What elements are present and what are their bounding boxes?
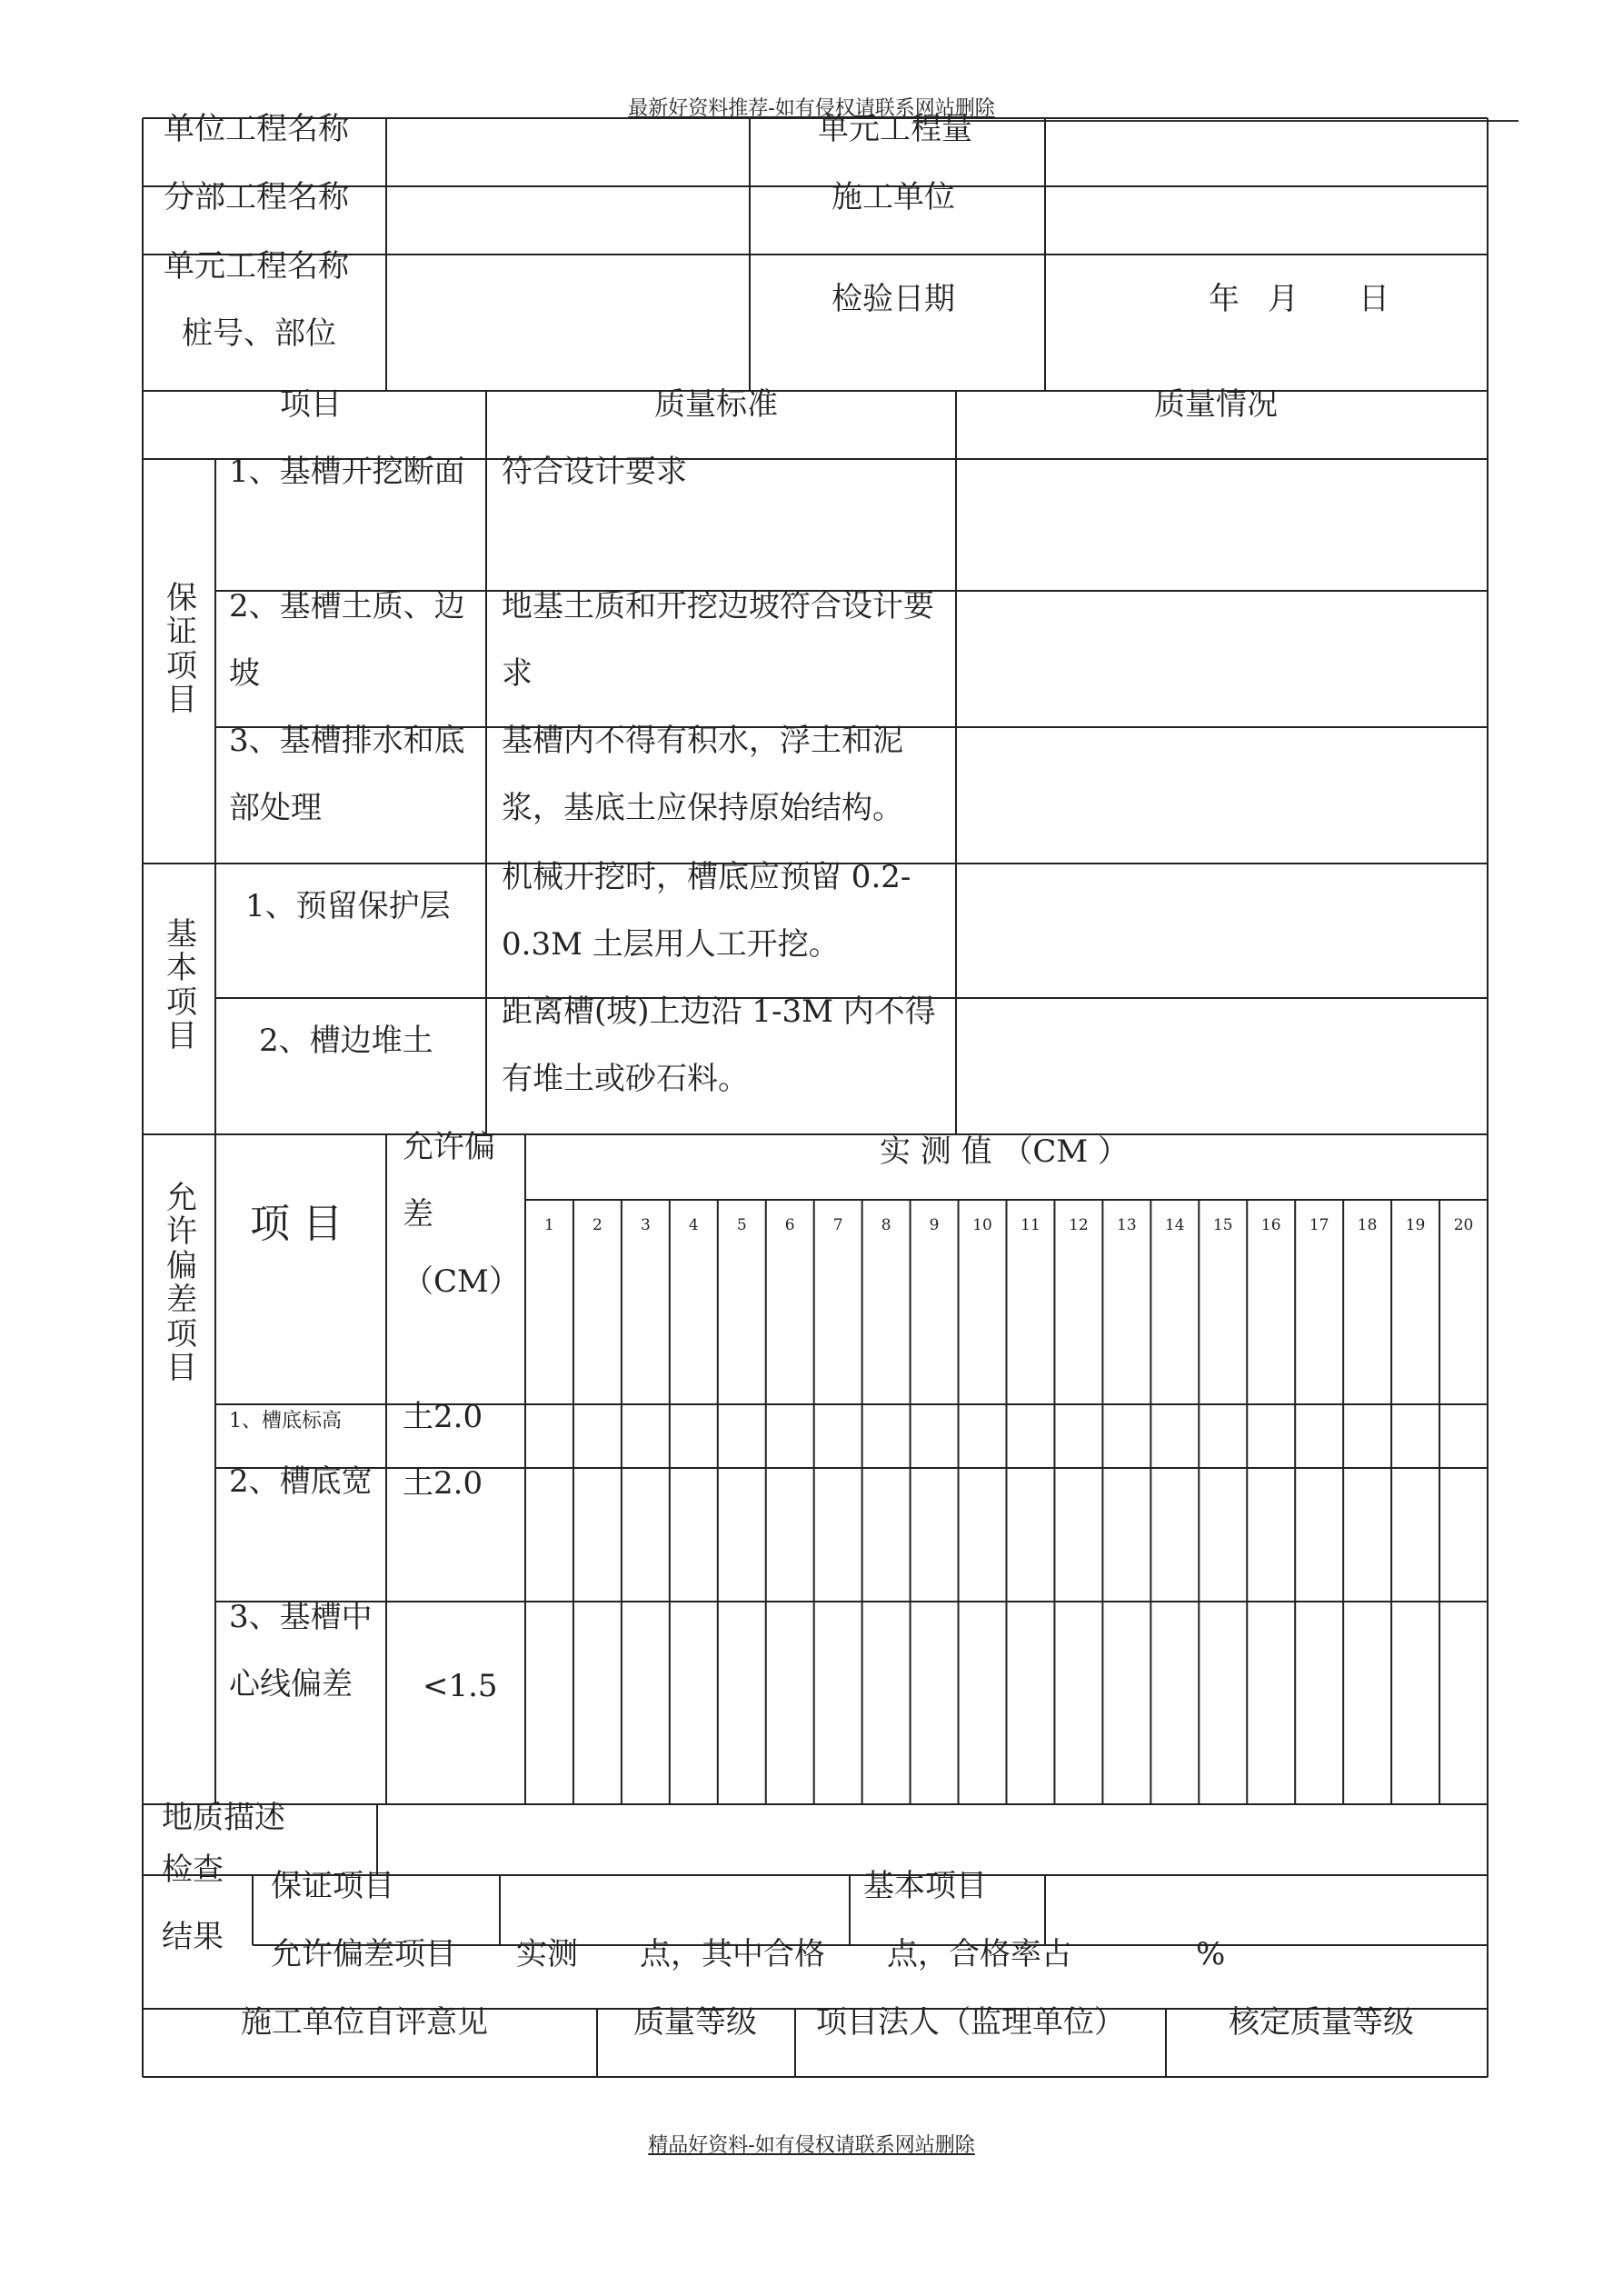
deviation-row-3-name: 3、基槽中心线偏差 — [229, 1599, 373, 1702]
pile-position-label: 桩号、部位 — [182, 315, 336, 352]
date-month: 月 — [1268, 281, 1299, 317]
deviation-measured-header: 实 测 值 （CM ） — [880, 1133, 1130, 1170]
footer-note: 精品好资料-如有侵权请联系网站删除 — [648, 2134, 975, 2157]
geology-label: 地质描述 — [162, 1800, 285, 1836]
date-day: 日 — [1359, 281, 1389, 317]
measurement-point-2: 2 — [592, 1216, 602, 1234]
measurement-point-16: 16 — [1260, 1216, 1281, 1234]
result-guarantee-label: 保证项目 — [271, 1868, 394, 1904]
construction-unit-label: 施工单位 — [831, 179, 955, 215]
basic-item-1-name: 1、预留保护层 — [245, 888, 451, 924]
guarantee-item-1-name: 1、基槽开挖断面 — [229, 454, 465, 490]
legal-label: 项目法人（监理单位） — [816, 2004, 1125, 2041]
measurement-point-17: 17 — [1309, 1216, 1329, 1234]
col-item: 项目 — [280, 386, 342, 423]
measurement-point-15: 15 — [1212, 1216, 1233, 1234]
basic-item-2-standard: 距离槽(坡)上边沿 1-3M 内不得有堆土或砂石料。 — [502, 993, 936, 1097]
measurement-point-14: 14 — [1164, 1216, 1185, 1234]
measurement-point-18: 18 — [1357, 1216, 1378, 1234]
guarantee-group-label: 保证项目 — [166, 580, 197, 719]
division-name-label: 分部工程名称 — [164, 179, 349, 215]
guarantee-item-3-name: 3、基槽排水和底部处理 — [229, 723, 465, 826]
measurement-point-12: 12 — [1069, 1216, 1089, 1234]
check-result-label: 检查结果 — [162, 1852, 224, 1955]
unit-quantity-label: 单元工程量 — [818, 111, 972, 147]
measurement-point-1: 1 — [544, 1216, 554, 1234]
measurement-point-11: 11 — [1021, 1216, 1041, 1234]
unit-project-name-label: 单位工程名称 — [164, 111, 349, 147]
deviation-row-1-name: 1、槽底标高 — [229, 1410, 342, 1433]
measurement-point-13: 13 — [1117, 1216, 1137, 1234]
deviation-group-label: 允许偏差项目 — [166, 1180, 197, 1386]
guarantee-item-3-standard: 基槽内不得有积水，浮土和泥浆，基底土应保持原始结构。 — [502, 723, 903, 826]
basic-item-1-standard: 机械开挖时，槽底应预留 0.2-0.3M 土层用人工开挖。 — [502, 859, 911, 963]
measurement-point-8: 8 — [881, 1216, 891, 1234]
basic-item-2-name: 2、槽边堆土 — [259, 1023, 433, 1059]
col-standard: 质量标准 — [654, 386, 778, 423]
deviation-item-header: 项 目 — [250, 1201, 343, 1247]
header-note: 最新好资料推荐-如有侵权请联系网站删除 — [628, 97, 995, 120]
guarantee-item-1-standard: 符合设计要求 — [502, 454, 687, 490]
deviation-row-2-allow: 土2.0 — [403, 1465, 483, 1502]
date-year: 年 — [1209, 281, 1240, 317]
measurement-point-10: 10 — [972, 1216, 992, 1234]
measurement-point-7: 7 — [832, 1216, 843, 1234]
measurement-point-5: 5 — [736, 1216, 747, 1234]
guarantee-item-2-name: 2、基槽土质、边坡 — [229, 588, 465, 692]
self-eval-label: 施工单位自评意见 — [241, 2004, 488, 2041]
measurement-point-3: 3 — [640, 1216, 651, 1234]
measurement-point-6: 6 — [784, 1216, 795, 1234]
basic-group-label: 基本项目 — [166, 916, 197, 1055]
deviation-allow-header: 允许偏差（CM） — [403, 1129, 520, 1300]
result-deviation-label: 允许偏差项目 — [271, 1936, 456, 1972]
deviation-row-3-allow: <1.5 — [423, 1668, 498, 1704]
measurement-point-9: 9 — [929, 1216, 940, 1234]
measurement-point-19: 19 — [1405, 1216, 1426, 1234]
guarantee-item-2-standard: 地基土质和开挖边坡符合设计要求 — [502, 588, 934, 692]
measurement-point-4: 4 — [688, 1216, 699, 1234]
result-basic-label: 基本项目 — [863, 1868, 987, 1904]
inspection-date-label: 检验日期 — [831, 281, 955, 317]
col-status: 质量情况 — [1154, 386, 1278, 423]
measurement-point-20: 20 — [1453, 1216, 1474, 1234]
grade-label: 质量等级 — [633, 2004, 757, 2041]
verified-grade-label: 核定质量等级 — [1229, 2004, 1414, 2041]
deviation-row-2-name: 2、槽底宽 — [229, 1463, 373, 1500]
element-name-label: 单元工程名称 — [164, 248, 349, 285]
result-measured-line: 实测 点，其中合格 点，合格率占 % — [516, 1936, 1226, 1972]
deviation-row-1-allow: 土2.0 — [403, 1399, 483, 1435]
